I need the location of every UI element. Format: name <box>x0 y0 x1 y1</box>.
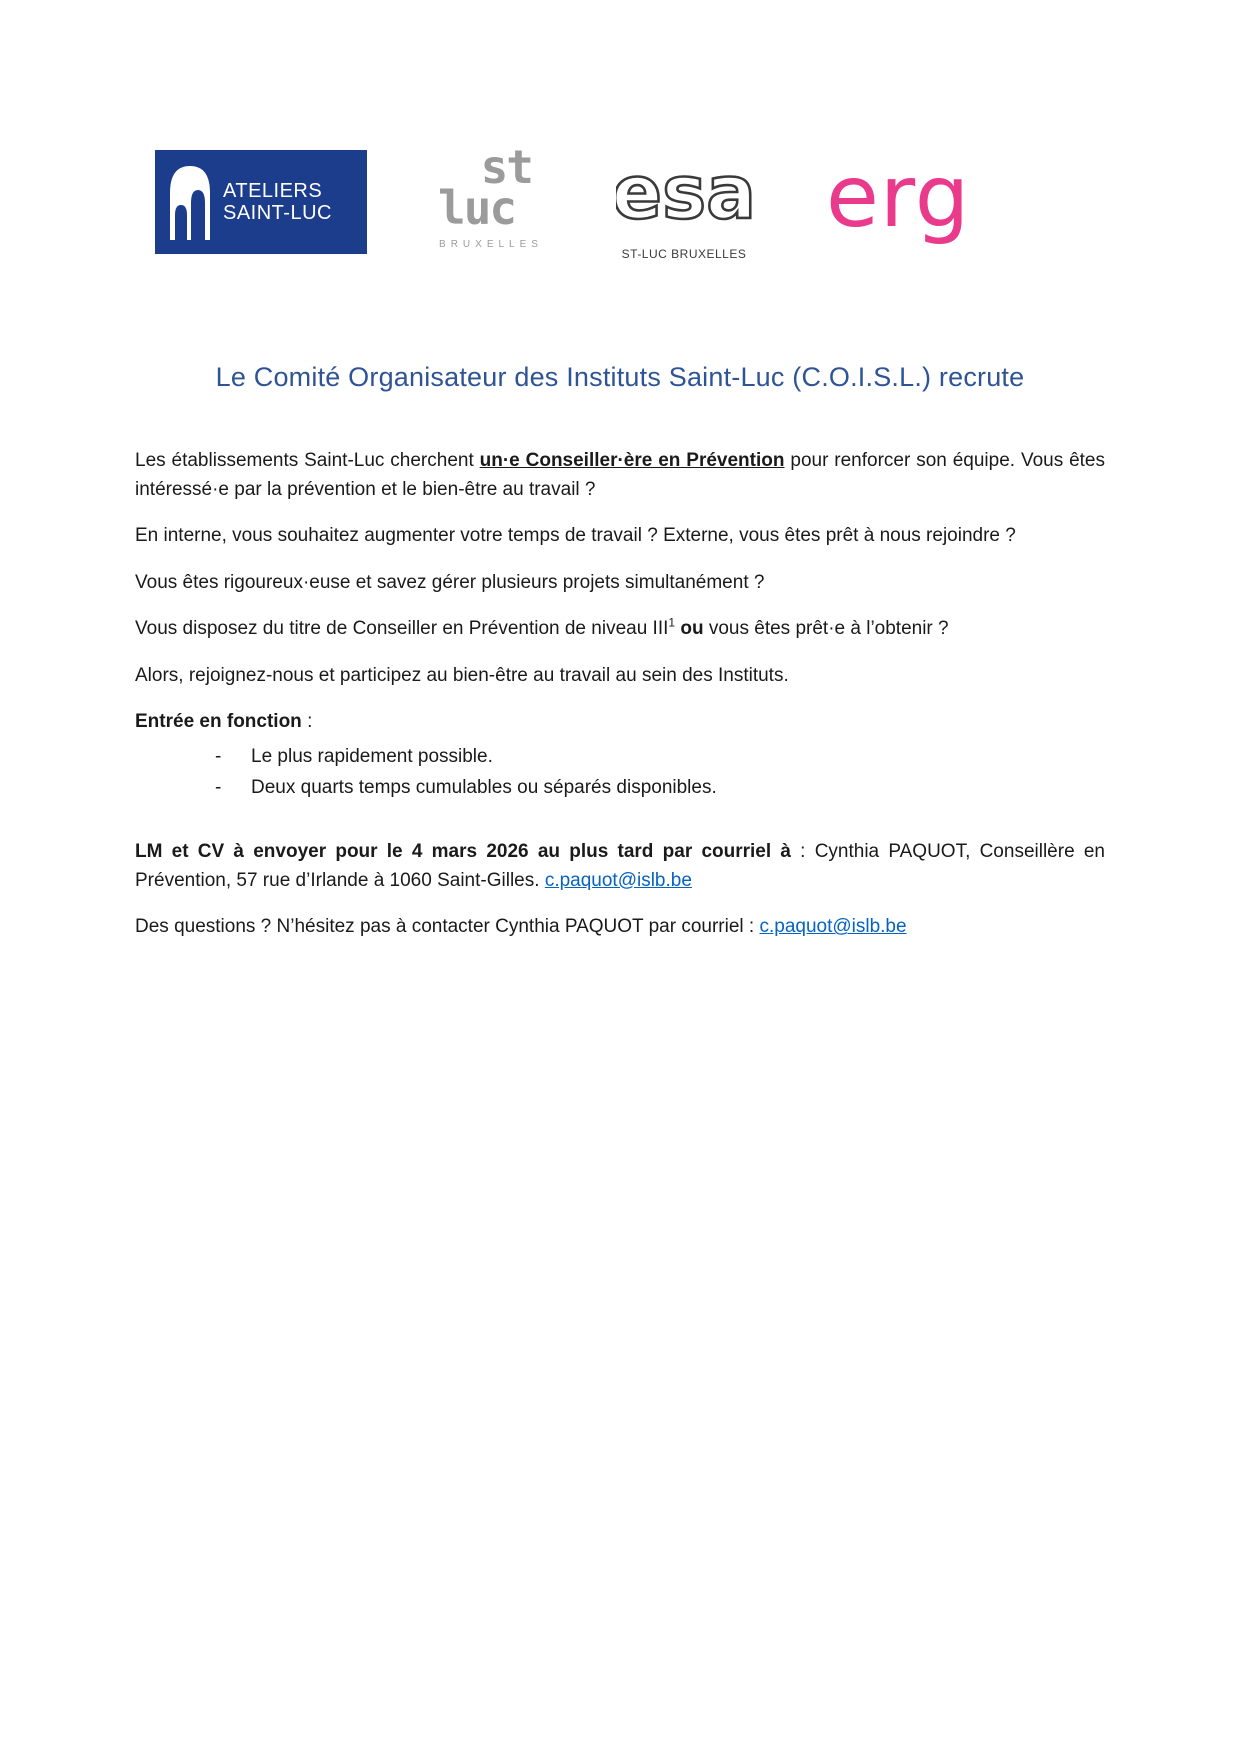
logo-row <box>0 140 1240 268</box>
list-item-text: Deux quarts temps cumulables ou séparés disponibles. <box>251 777 717 799</box>
paragraph-interne-externe: En interne, vous souhaitez augmenter votre temps de travail ? Externe, vous êtes prêt à nous rejoindre ? <box>135 525 1016 546</box>
esa-logo-mark <box>616 148 752 244</box>
titre-pre: Vous disposez du titre de Conseiller en Prévention de niveau III <box>135 618 669 639</box>
stluc-logo-word1: st <box>480 140 532 194</box>
entree-heading-colon: : <box>301 711 313 732</box>
page-title: Le Comité Organisateur des Instituts Saint-Luc (C.O.I.S.L.) recrute <box>215 362 1025 392</box>
entree-en-fonction-heading <box>135 708 1105 737</box>
footnote-ref-1: 1 <box>668 615 676 630</box>
titre-bold-ou: ou <box>680 618 704 639</box>
email-link[interactable]: c.paquot@islb.be <box>544 869 692 891</box>
lm-cv-contact: : Cynthia PAQUOT, Conseillère en Prévention, 57 rue d’Irlande à 1060 Saint-Gilles. <box>135 841 1105 891</box>
stluc-logo-subtext: BRUXELLES <box>439 238 543 250</box>
list-item-text: Le plus rapidement possible. <box>251 745 493 767</box>
dash-bullet: - <box>215 745 222 767</box>
list-item <box>135 741 1105 773</box>
ateliers-logo-line2: SAINT-LUC <box>223 202 332 224</box>
intro-pre: Les établissements Saint-Luc cherchent <box>135 450 480 471</box>
entree-heading-bold: Entrée en fonction <box>135 711 302 732</box>
entree-list <box>135 741 1105 805</box>
questions-pre: Des questions ? N’hésitez pas à contacter Cynthia PAQUOT par courriel : <box>135 916 760 938</box>
list-item <box>135 772 1105 804</box>
paragraph-intro <box>135 447 1105 504</box>
ateliers-logo-line1: ATELIERS <box>223 179 323 202</box>
svg-text:esa: esa <box>616 150 752 236</box>
erg-logo: erg <box>826 147 971 247</box>
lm-cv-bold: LM et CV à envoyer pour le 4 mars 2026 au plus tard par courriel à <box>135 841 791 863</box>
intro-highlight: un·e Conseiller·ère en Prévention <box>479 450 785 471</box>
esa-logo-subtext: ST-LUC BRUXELLES <box>621 247 747 261</box>
stluc-logo-word2: luc <box>438 181 516 236</box>
esa-st-luc-logo <box>616 148 752 261</box>
ateliers-saint-luc-logo <box>155 150 367 254</box>
ateliers-logo-text <box>223 180 332 225</box>
intro-post: pour renforcer son équipe. Vous êtes intéressé·e par la prévention et le bien-être au travail ? <box>135 450 1106 500</box>
document-body <box>135 362 1105 960</box>
paragraph-titre-niveau <box>135 615 1105 644</box>
arch-window-icon <box>167 163 213 241</box>
paragraph-rigoureux: Vous êtes rigoureux·euse et savez gérer plusieurs projets simultanément ? <box>135 571 765 593</box>
paragraph-rejoignez: Alors, rejoignez-nous et participez au bien-être au travail au sein des Instituts. <box>135 664 789 686</box>
paragraph-lm-cv <box>135 838 1105 895</box>
dash-bullet: - <box>215 777 222 799</box>
st-luc-bruxelles-logo <box>436 140 546 250</box>
email-link[interactable]: c.paquot@islb.be <box>759 916 907 938</box>
paragraph-questions <box>135 913 1105 942</box>
titre-post: vous êtes prêt·e à l’obtenir ? <box>703 618 949 639</box>
